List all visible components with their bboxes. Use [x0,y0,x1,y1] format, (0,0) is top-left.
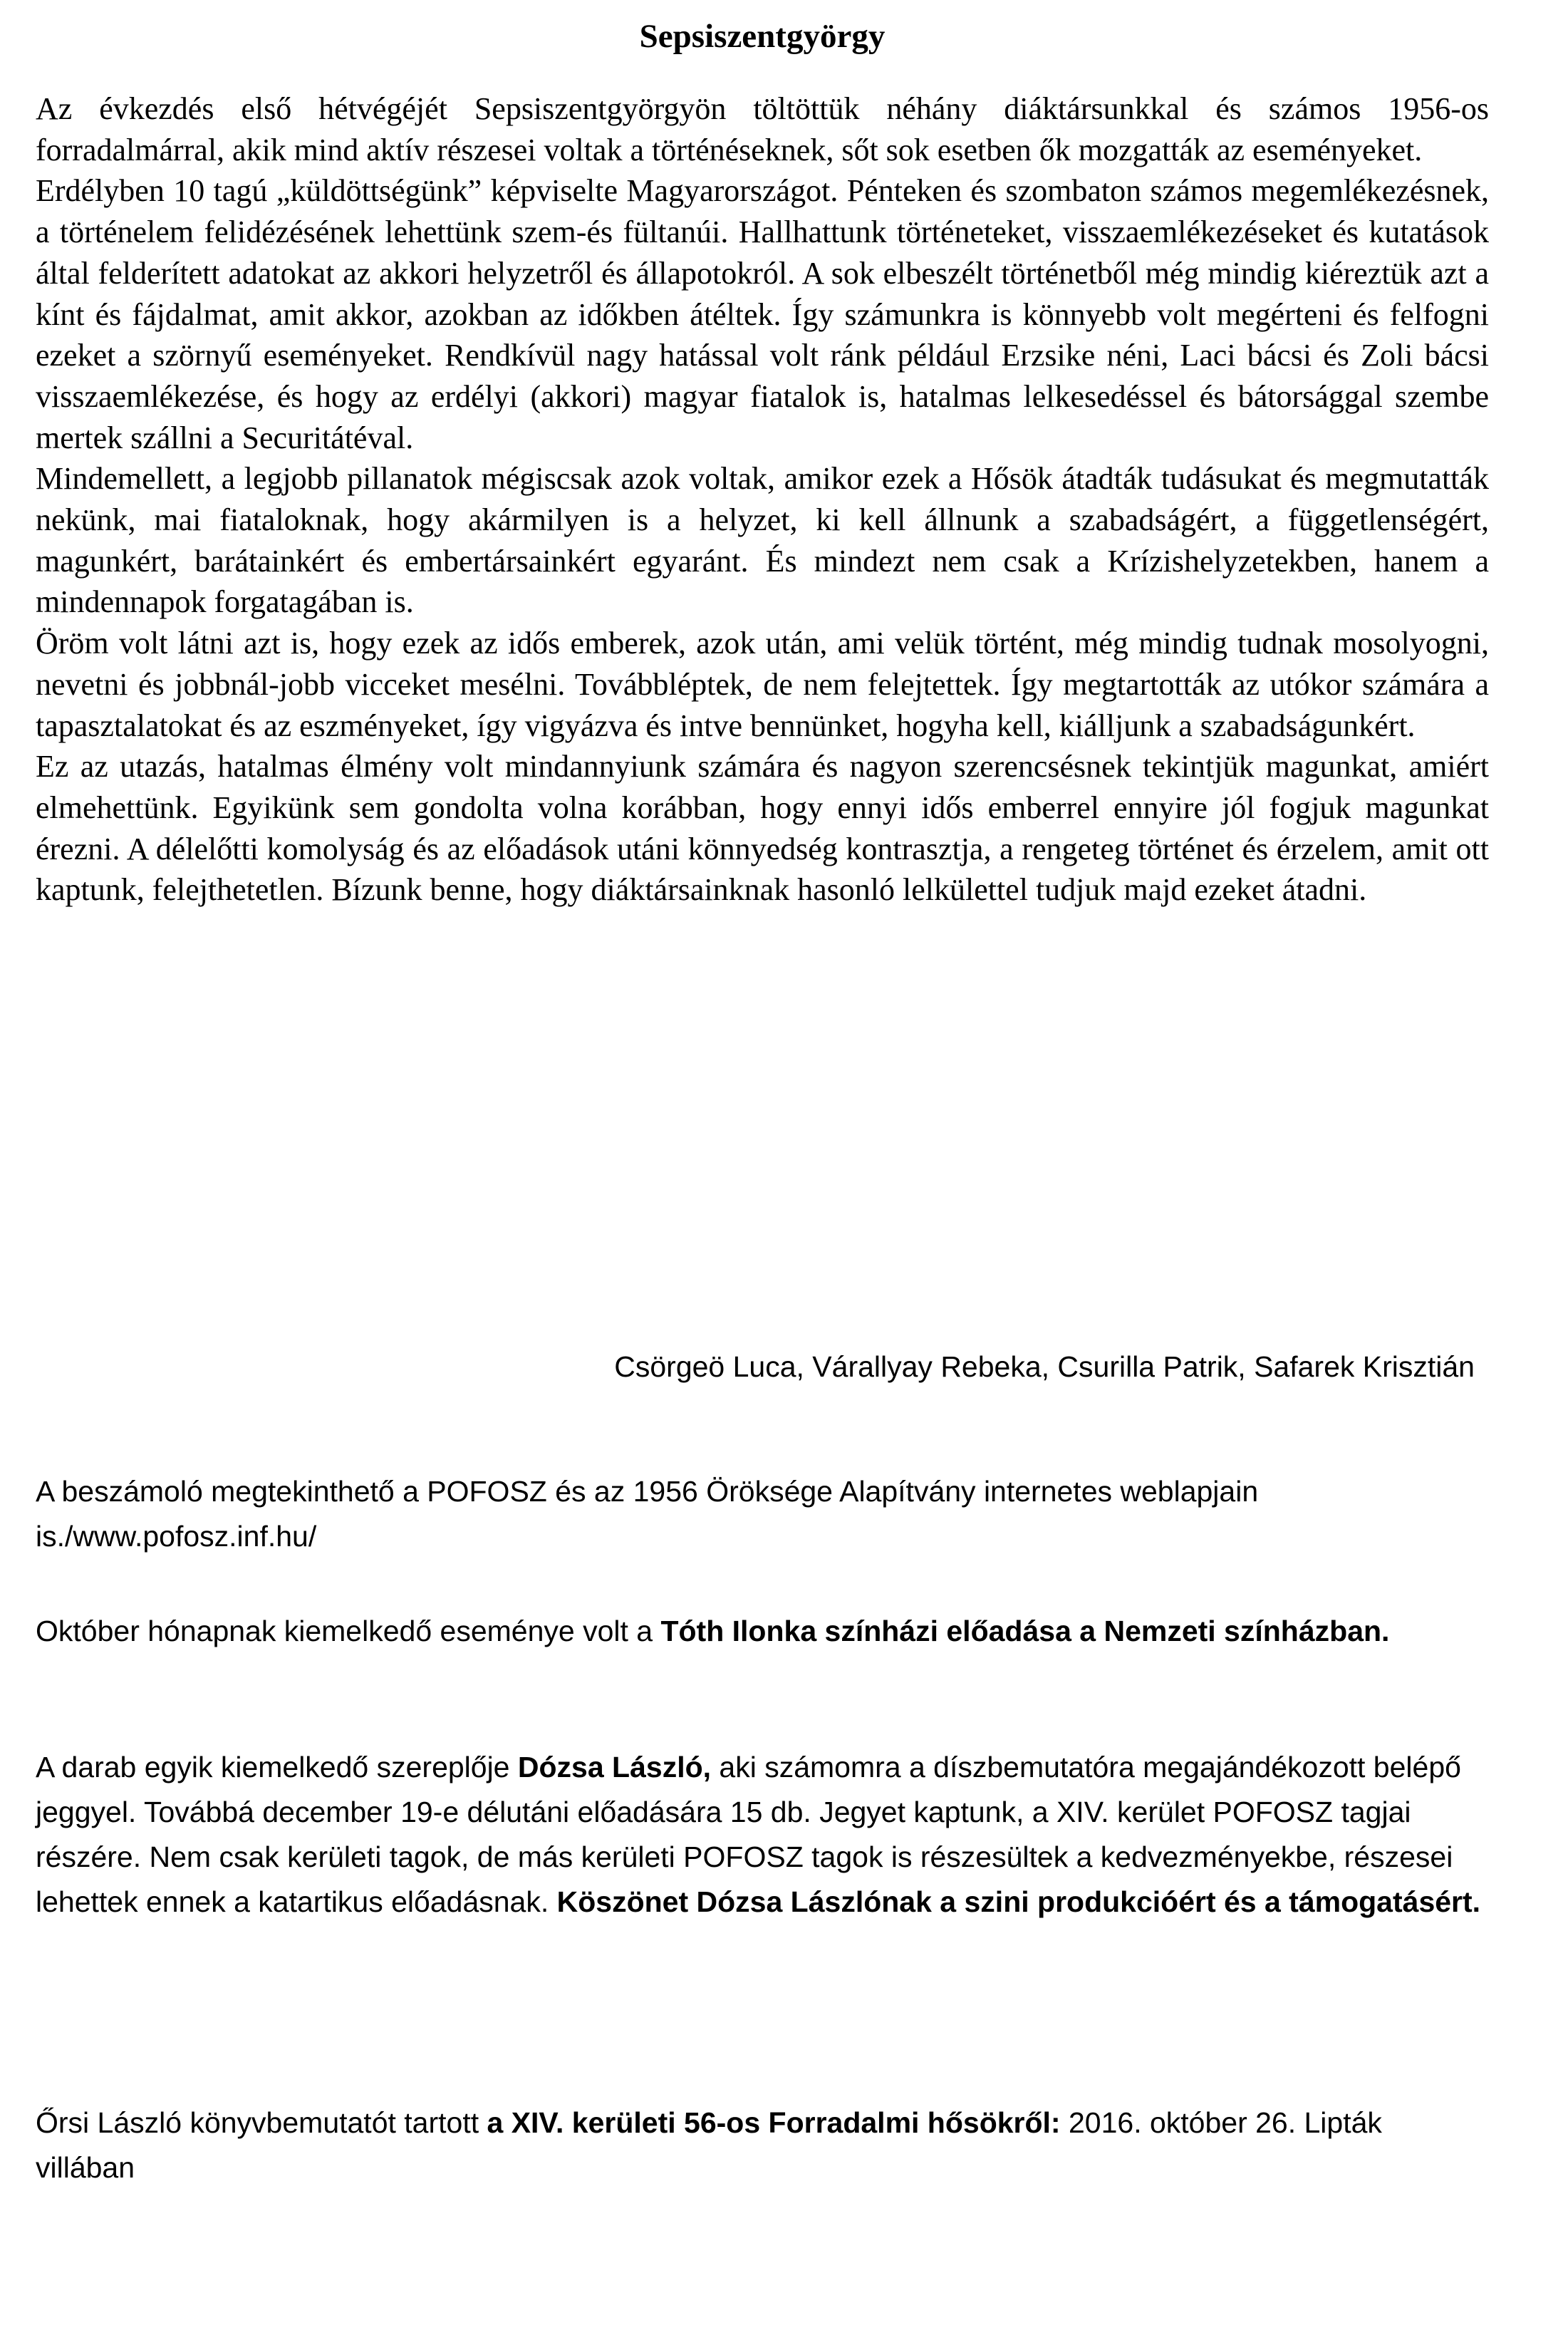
october-event-paragraph [36,1609,1489,1654]
article-body [36,88,1489,911]
report-note [36,1469,1489,1559]
page-title: Sepsiszentgyörgy [639,18,886,55]
play-intro: A darab egyik kiemelkedő szereplője [36,1751,518,1783]
article-paragraph-4: Öröm volt látni azt is, hogy ezek az idős emberek, azok után, ami velük történt, még mindig tudnak mosolyogni, nevetni és jobbnál-jobb vicceket mesélni. Továbbléptek, de nem felejtettek. Így megtartották az utókor számára a tapasztalatokat és az eszményeket, így vigyázva és intve bennünket, hogyha kell, kiálljunk a szabadságunkért. [36,626,1489,743]
article-paragraph-2: Erdélyben 10 tagú „küldöttségünk” képviselte Magyarországot. Pénteken és szombaton számos megemlékezésnek, a történelem felidézésének lehettünk szem-és fültanúi. Hallhattunk történeteket, visszaemlékezéseket és kutatások által felderített adatokat az akkori helyzetről és állapotokról. A sok elbeszélt történetből még mindig kiéreztük azt a kínt és fájdalmat, amit akkor, azokban az időkben átéltek. Így számunkra is könnyebb volt megérteni és felfogni ezeket a szörnyű eseményeket. Rendkívül nagy hatással volt ránk például Erzsike néni, Laci bácsi és Zoli bácsi visszaemlékezése, és hogy az erdélyi (akkori) magyar fiatalok is, hatalmas lelkesedéssel és bátorsággal szembe mertek szállni a Securitátéval. [36,173,1489,455]
report-text: A beszámoló megtekinthető a POFOSZ és az 1956 Öröksége Alapítvány internetes weblapjain is./www.pofosz.inf.hu/ [36,1475,1259,1553]
play-paragraph [36,1745,1489,1925]
book-outro: 2016. október 26. Lipták villában [36,2106,1382,2184]
article-paragraph-1: Az évkezdés első hétvégéjét Sepsiszentgyörgyön töltöttük néhány diáktársunkkal és számos 1956-os forradalmárral, akik mind aktív részesei voltak a történéseknek, sőt sok esetben ők mozgatták az eseményeket. [36,91,1489,167]
book-presentation-paragraph [36,2101,1489,2190]
october-highlight: Tóth Ilonka színházi előadása a Nemzeti színházban. [660,1615,1390,1647]
article-paragraph-5: Ez az utazás, hatalmas élmény volt mindannyiunk számára és nagyon szerencsésnek tekintjük magunkat, amiért elmehettünk. Egyikünk sem gondolta volna korábban, hogy ennyi idős emberrel ennyire jól fogjuk magunkat érezni. A délelőtti komolyság és az előadások utáni könnyedség kontrasztja, a rengeteg történet és érzelem, amit ott kaptunk, felejthetetlen. Bízunk benne, hogy diáktársainknak hasonló lelkülettel tudjuk majd ezeket átadni. [36,749,1489,908]
play-body: aki számomra a díszbemutatóra megajándékozott belépő jeggyel. Továbbá december 19-e délutáni előadására 15 db. Jegyet kaptunk, a XIV. kerület POFOSZ tagjai részére. Nem csak kerületi tagok, de más kerületi POFOSZ tagok is részesültek a kedvezményekbe, részesei lehettek ennek a katartikus előadásnak. [36,1751,1461,1918]
play-thanks: Köszönet Dózsa Lászlónak a szini produkcióért és a támogatásért. [556,1885,1481,1918]
document-page [36,0,1489,2325]
play-actor: Dózsa László, [517,1751,712,1783]
book-intro: Őrsi László könyvbemutatót tartott [36,2106,487,2139]
author-signature: Csörgeö Luca, Várallyay Rebeka, Csurilla Patrik, Safarek Krisztián [614,1350,1475,1383]
october-intro: Október hónapnak kiemelkedő eseménye volt a [36,1615,661,1647]
article-paragraph-3: Mindemellett, a legjobb pillanatok mégiscsak azok voltak, amikor ezek a Hősök átadták tudásukat és megmutatták nekünk, mai fiataloknak, hogy akármilyen is a helyzet, ki kell állnunk a szabadságért, a függetlenségért, magunkért, barátainkért és embertársainkért egyaránt. És mindezt nem csak a Krízishelyzetekben, hanem a mindennapok forgatagában is. [36,461,1489,620]
book-highlight: a XIV. kerületi 56-os Forradalmi hősökről: [487,2106,1061,2139]
